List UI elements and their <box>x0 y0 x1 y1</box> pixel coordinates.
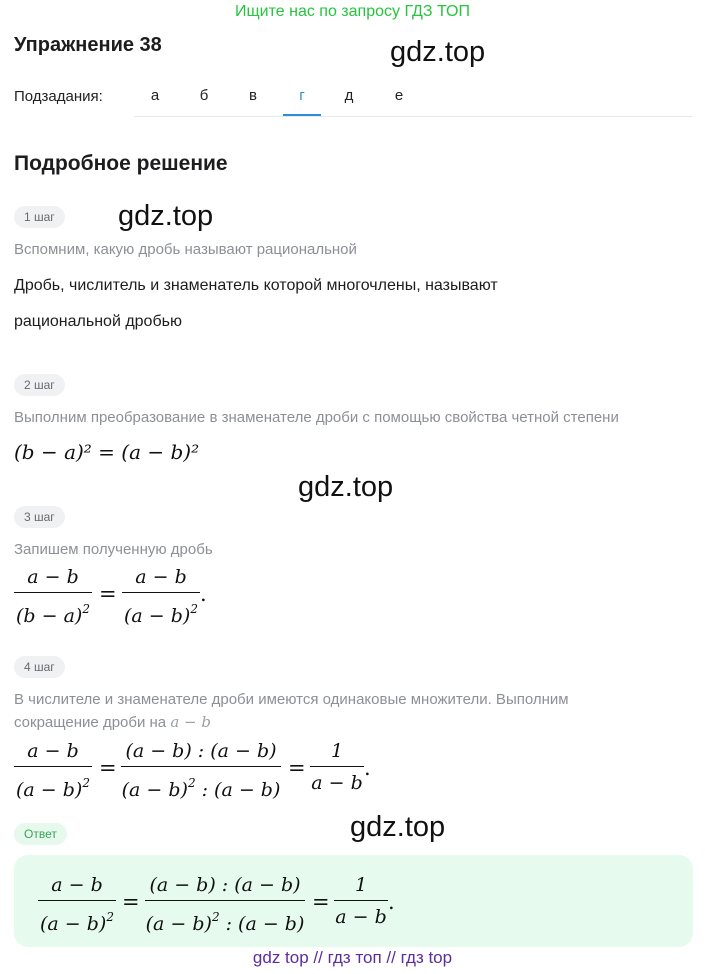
equals-sign: = <box>99 756 117 780</box>
fraction <box>38 872 116 935</box>
step-hint: сокращение дроби на a − b <box>14 713 211 731</box>
step-hint: Вспомним, какую дробь называют рациональной <box>14 241 357 258</box>
fraction-bar <box>38 900 116 901</box>
numerator: (a − b) : (a − b) <box>125 740 277 762</box>
fraction-bar <box>334 900 388 901</box>
equals-sign: = <box>312 890 330 914</box>
tab-e[interactable]: е <box>394 87 404 104</box>
denominator: $(a - b)^2$ : (a − b) <box>145 910 305 935</box>
fraction <box>14 564 92 627</box>
numerator: 1 <box>330 740 344 762</box>
period: . <box>388 890 395 914</box>
denominator: $(b - a)^2$ <box>16 602 90 627</box>
fraction-bar <box>14 766 92 767</box>
section-title: Подробное решение <box>14 152 228 175</box>
fraction <box>334 872 388 931</box>
step-badge: 4 шаг <box>14 656 65 678</box>
tab-d[interactable]: д <box>344 87 354 104</box>
denominator: $(a - b)^2$ <box>16 776 90 801</box>
tab-a[interactable]: а <box>150 87 160 104</box>
equals-sign: = <box>99 582 117 606</box>
watermark: gdz.top <box>118 200 214 232</box>
subtask-tabs <box>134 78 692 117</box>
answer-badge: Ответ <box>14 823 67 845</box>
fraction-bar <box>145 900 305 901</box>
denominator: $(a - b)^2$ <box>40 910 114 935</box>
denominator: $(a - b)^2$ <box>124 602 198 627</box>
step-hint: Запишем полученную дробь <box>14 541 213 558</box>
fraction <box>145 872 305 935</box>
numerator: 1 <box>354 874 368 896</box>
step-badge: 2 шаг <box>14 374 65 396</box>
fraction-bar <box>122 592 200 593</box>
fraction <box>121 738 281 801</box>
tab-g[interactable]: г <box>283 78 321 116</box>
tab-b[interactable]: б <box>199 87 209 104</box>
tab-v[interactable]: в <box>249 87 257 104</box>
watermark: gdz.top <box>350 811 446 843</box>
fraction <box>310 738 364 797</box>
watermark: gdz.top <box>390 36 486 68</box>
numerator: a − b <box>135 566 187 588</box>
denominator: a − b <box>311 772 363 794</box>
denominator: a − b <box>335 906 387 928</box>
numerator: a − b <box>27 566 79 588</box>
step-badge: 1 шаг <box>14 206 65 228</box>
watermark: gdz.top <box>298 471 394 503</box>
footer-watermark: gdz top // гдз топ // гдз top <box>252 948 453 967</box>
fraction <box>122 564 200 627</box>
period: . <box>364 756 371 780</box>
step-hint: В числителе и знаменателе дроби имеются одинаковые множители. Выполним <box>14 691 569 708</box>
step-text: рациональной дробью <box>14 313 182 330</box>
step-badge: 3 шаг <box>14 506 65 528</box>
step-text: Дробь, числитель и знаменатель которой многочлены, называют <box>14 277 498 294</box>
numerator: a − b <box>27 740 79 762</box>
period: . <box>200 582 207 606</box>
equals-sign: = <box>288 756 306 780</box>
page-title: Упражнение 38 <box>14 34 162 56</box>
fraction-bar <box>14 592 92 593</box>
denominator: $(a - b)^2$ : (a − b) <box>121 776 281 801</box>
equals-sign: = <box>122 890 140 914</box>
numerator: a − b <box>51 874 103 896</box>
fraction-bar <box>121 766 281 767</box>
step-formula: (b − a)² = (a − b)² <box>14 440 200 464</box>
numerator: (a − b) : (a − b) <box>149 874 301 896</box>
step-hint: Выполним преобразование в знаменателе дроби с помощью свойства четной степени <box>14 409 619 426</box>
fraction <box>14 738 92 801</box>
search-banner: Ищите нас по запросу ГДЗ ТОП <box>235 3 470 20</box>
subtasks-label: Подзадания: <box>14 88 103 105</box>
fraction-bar <box>310 766 364 767</box>
